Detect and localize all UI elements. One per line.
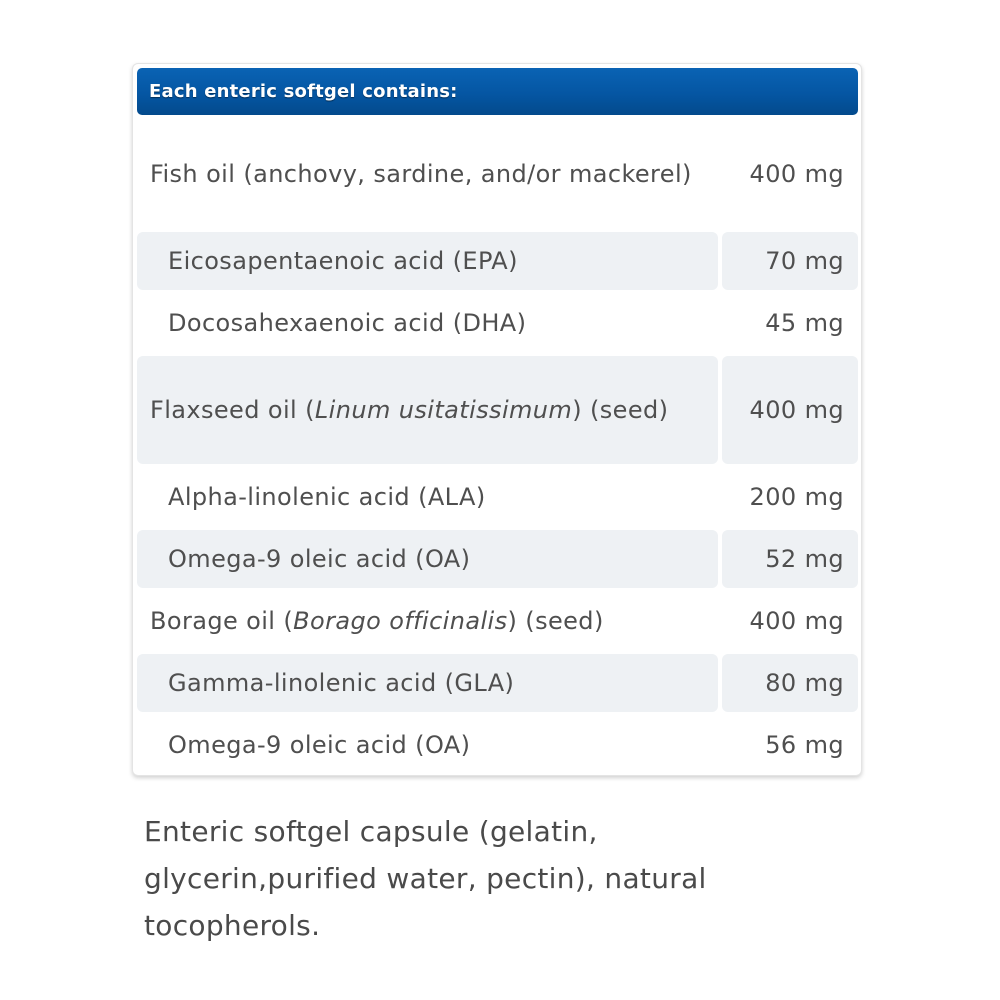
ingredient-name	[137, 530, 718, 588]
name-part: Omega-9 oleic acid (OA)	[168, 545, 471, 573]
ingredient-amount: 200 mg	[749, 483, 844, 511]
ingredient-amount: 52 mg	[722, 530, 858, 588]
botanical-name: Borago officinalis	[293, 607, 508, 635]
name-part: Gamma-linolenic acid (GLA)	[168, 669, 515, 697]
ingredient-name-text	[168, 309, 526, 337]
ingredient-name-text	[168, 545, 470, 573]
ingredient-name-text	[168, 731, 470, 759]
name-part: Docosahexaenoic acid (DHA)	[168, 309, 527, 337]
ingredient-name-text	[168, 669, 514, 697]
ingredient-name	[137, 356, 718, 464]
ingredient-amount: 56 mg	[765, 731, 844, 759]
ingredient-name-text	[168, 247, 518, 275]
name-part: ) (seed)	[572, 395, 669, 424]
ingredient-amount: 400 mg	[749, 160, 844, 188]
table-header: Each enteric softgel contains:	[137, 68, 858, 115]
botanical-name: Linum usitatissimum	[314, 395, 573, 424]
other-ingredients-note: Enteric softgel capsule (gelatin, glycerin,purified water, pectin), natural tocopherols.	[144, 815, 707, 942]
ingredient-name	[137, 468, 718, 526]
ingredient-name	[137, 120, 718, 228]
ingredient-name-text	[150, 149, 692, 200]
ingredient-row	[137, 232, 858, 290]
ingredient-name	[137, 232, 718, 290]
supplement-facts-card	[132, 63, 862, 776]
ingredient-row	[137, 592, 858, 650]
ingredient-name	[137, 716, 718, 774]
ingredient-row	[137, 294, 858, 352]
name-part: Omega-9 oleic acid (OA)	[168, 731, 471, 759]
ingredient-name	[137, 654, 718, 712]
ingredient-amount: 45 mg	[765, 309, 844, 337]
ingredient-row	[137, 356, 858, 464]
ingredient-amount: 80 mg	[722, 654, 858, 712]
name-part: Flaxseed oil (	[150, 395, 315, 424]
ingredient-name-text	[168, 483, 486, 511]
ingredient-amount: 400 mg	[722, 356, 858, 464]
ingredient-name-text	[150, 385, 668, 436]
ingredient-row	[137, 468, 858, 526]
name-part: Alpha-linolenic acid (ALA)	[168, 483, 486, 511]
ingredient-amount: 70 mg	[722, 232, 858, 290]
name-part: Fish oil (anchovy, sardine, and/or mackerel)	[150, 159, 692, 188]
name-part: Eicosapentaenoic acid (EPA)	[168, 247, 518, 275]
ingredient-name-text	[150, 607, 604, 635]
ingredient-amount: 400 mg	[749, 607, 844, 635]
ingredient-row	[137, 120, 858, 228]
ingredient-row	[137, 716, 858, 774]
ingredient-name	[137, 294, 718, 352]
ingredient-rows	[137, 120, 858, 778]
name-part: ) (seed)	[507, 607, 604, 635]
name-part: Borage oil (	[150, 607, 294, 635]
ingredient-name	[137, 592, 718, 650]
ingredient-row	[137, 654, 858, 712]
ingredient-row	[137, 530, 858, 588]
